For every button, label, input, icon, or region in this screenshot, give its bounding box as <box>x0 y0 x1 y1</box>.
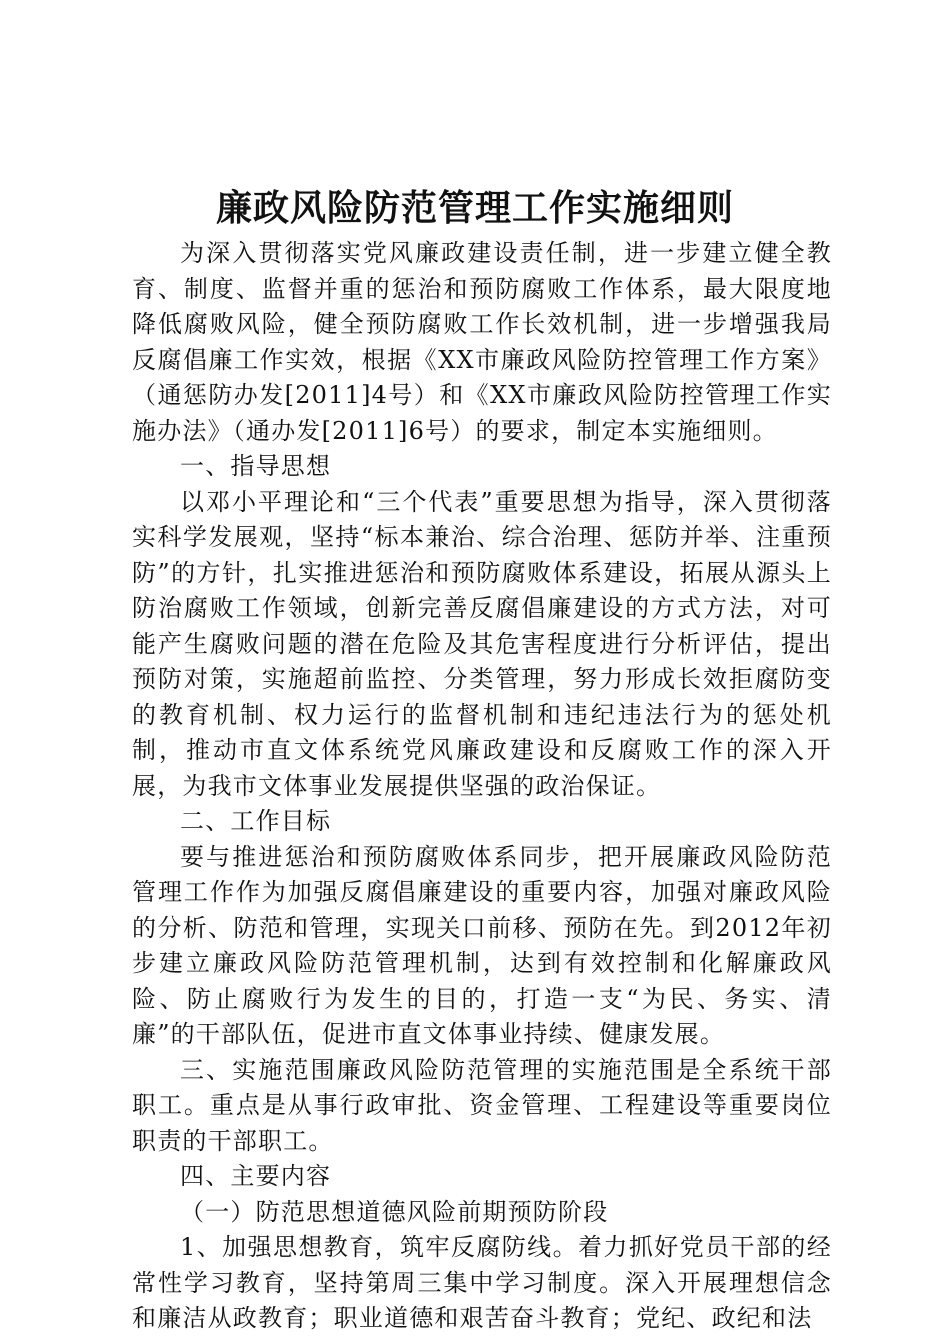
document-title: 廉政风险防范管理工作实施细则 <box>215 187 734 229</box>
section-heading-work-goals: 二、工作目标 <box>180 807 332 835</box>
document-body <box>132 236 832 1337</box>
section-heading-main-content: 四、主要内容 <box>180 1162 332 1190</box>
paragraph-guiding-ideology: 以邓小平理论和“三个代表”重要思想为指导，深入贯彻落实科学发展观，坚持“标本兼治、综合治理、惩防并举、注重预防”的方针，扎实推进惩治和预防腐败体系建设，拓展从源头上防治腐败工作领域，创新完善反腐倡廉建设的方式方法，对可能产生腐败问题的潜在危险及其危害程度进行分析评估，提出预防对策，实施超前监控、分类管理，努力形成长效拒腐防变的教育机制、权力运行的监督机制和违纪违法行为的惩处机制，推动市直文体系统党风廉政建设和反腐败工作的深入开展，为我市文体事业发展提供坚强的政治保证。 <box>132 487 832 800</box>
paragraph-implementation-scope: 三、实施范围廉政风险防范管理的实施范围是全系统干部职工。重点是从事行政审批、资金管理、工程建设等重要岗位职责的干部职工。 <box>132 1055 832 1155</box>
section-heading-guiding-ideology: 一、指导思想 <box>180 452 332 480</box>
subsection-heading-prevention-stage: （一）防范思想道德风险前期预防阶段 <box>180 1197 609 1226</box>
paragraph-ideological-education: 1、加强思想教育，筑牢反腐防线。着力抓好党员干部的经常性学习教育，坚持第周三集中学习制度。深入开展理想信念和廉洁从政教育；职业道德和艰苦奋斗教育；党纪、政纪和法 <box>132 1233 832 1332</box>
paragraph-intro: 为深入贯彻落实党风廉政建设责任制，进一步建立健全教育、制度、监督并重的惩治和预防腐败工作体系，最大限度地降低腐败风险，健全预防腐败工作长效机制，进一步增强我局反腐倡廉工作实效，根据《XX市廉政风险防控管理工作方案》（通惩防办发[2011]4号）和《XX市廉政风险防控管理工作实施办法》（通办发[2011]6号）的要求，制定本实施细则。 <box>132 239 832 445</box>
paragraph-work-goals: 要与推进惩治和预防腐败体系同步，把开展廉政风险防范管理工作作为加强反腐倡廉建设的重要内容，加强对廉政风险的分析、防范和管理，实现关口前移、预防在先。到2012年初步建立廉政风险防范管理机制，达到有效控制和化解廉政风险、防止腐败行为发生的目的，打造一支“为民、务实、清廉”的干部队伍，促进市直文体事业持续、健康发展。 <box>132 842 832 1048</box>
